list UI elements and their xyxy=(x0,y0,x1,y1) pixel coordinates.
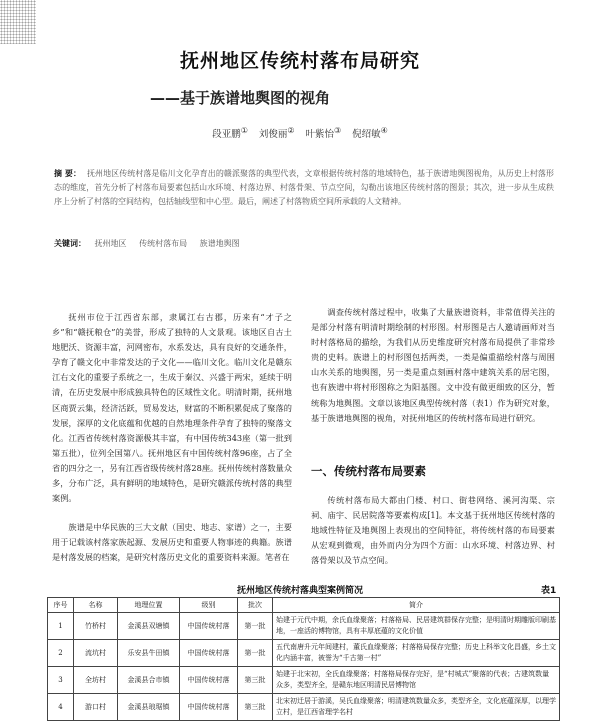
section-heading: 一、传统村落布局要素 xyxy=(311,463,426,478)
table-cell: 中国传统村落 xyxy=(180,694,238,721)
table-cell: 五代南唐升元年间建村，董氏血缘聚落；村落格局保存完整；历史上科举文化昌盛，乡土文化内涵丰富，被誉为“千古第一村” xyxy=(273,640,560,667)
table-cell: 中国传统村落 xyxy=(180,613,238,640)
keywords xyxy=(54,238,554,249)
keyword: 传统村落布局 xyxy=(139,239,188,248)
table-row xyxy=(48,640,560,667)
paper-subtitle: ——基于族谱地舆图的视角 xyxy=(150,89,331,107)
table-row xyxy=(48,694,560,721)
keyword: 抚州地区 xyxy=(94,239,127,248)
author-list: 段亚鹏① 刘俊丽② 叶紫怡③ 倪绍敏④ xyxy=(212,126,388,141)
abstract-label: 摘 要： xyxy=(54,169,81,178)
table-cell: 1 xyxy=(48,613,74,640)
header-cell: 简介 xyxy=(273,598,560,613)
table-cell: 第一批 xyxy=(238,613,273,640)
abstract-text: 抚州地区传统村落是临川文化孕育出的赣派聚落的典型代表，文章根据传统村落的地域特色，基于族谱地舆图视角，从历史上村落形态的维度，首先分析了村落布局要素包括山水环境、村落边界、村落骨架、节点空间，勾勒出该地区传统村落的图景；其次，进一步从生成秩序上分析了村落的空间结构，包括轴线型和中心型。最后，阐述了村落物质空间所承载的人文精神。 xyxy=(54,169,554,207)
table-cell: 乐安县牛田镇 xyxy=(118,640,180,667)
table-cell: 中国传统村落 xyxy=(180,640,238,667)
table-row xyxy=(48,667,560,694)
body-column-left xyxy=(52,310,292,566)
table-cell: 全坊村 xyxy=(74,667,118,694)
header-cell: 名称 xyxy=(74,598,118,613)
abstract xyxy=(54,167,554,210)
table-header-row xyxy=(48,598,560,613)
body-column-right xyxy=(311,305,555,568)
table-cell: 第三批 xyxy=(238,667,273,694)
table-cell: 第三批 xyxy=(238,694,273,721)
village-case-table xyxy=(47,597,560,721)
paper-title: 抚州地区传统村落布局研究 xyxy=(179,50,420,72)
body-paragraph: 调查传统村落过程中，收集了大量族谱资料，非常值得关注的是部分村落有明清时期绘制的村形图。村形图是古人邀请画师对当时村落格局的描绘，为我们从历史维度研究村落布局提供了非常珍贵的史料。族谱上的村形图包括两类，一类是偏重描绘村落与周围山水关系的地舆图，另一类是重点刻画村落中建筑关系的居宅图，也有族谱中将村形图称之为阳基图。文中没有做更细致的区分，暂统称为地舆图。文章以该地区典型传统村落（表1）作为研究对象，基于族谱地舆图的视角，对抚州地区的传统村落布局进行研究。 xyxy=(311,307,555,423)
body-paragraph: 族谱是中华民族的三大文献（国史、地志、家谱）之一，主要用于记载该村落家族起源、发展历史和重要人物事迹的典籍。族谱是村落发展的档案，是研究村落历史文化的重要资料来源。笔者在 xyxy=(52,522,292,563)
table-cell: 流坑村 xyxy=(74,640,118,667)
keyword: 族谱地舆图 xyxy=(199,239,240,248)
table-cell: 第一批 xyxy=(238,640,273,667)
table-label: 表1 xyxy=(541,586,557,596)
header-cell: 地理位置 xyxy=(118,598,180,613)
table-cell: 金溪县合市镇 xyxy=(118,667,180,694)
author-name: 刘俊丽 xyxy=(258,129,288,141)
table-cell: 金溪县琅琚镇 xyxy=(118,694,180,721)
table-cell: 金溪县双塘镇 xyxy=(118,613,180,640)
header-cell: 级别 xyxy=(180,598,238,613)
table-cell: 2 xyxy=(48,640,74,667)
body-paragraph: 抚州市位于江西省东部，隶属江右古郡，历来有“才子之乡”和“赣抚粮仓”的美誉，形成了独特的人文景观。该地区自古土地肥沃、资源丰富，河网密布，水系发达，具有良好的交通条件，孕育了赣文化中非常发达的子文化——临川文化。临川文化是赣东江右文化的重要子系统之一，生成于秦汉、兴盛于两宋，延续于明清，在历史发展中形成独具特色的区域性文化。明清时期，抚州地区商贾云集，经济活跃，贸易发达，财富的不断积累促成了聚落的发展，深厚的文化底蕴和优越的自然地理条件孕育了独特的聚落文化。江西省传统村落资源极其丰富，有中国传统343座（第一批到第五批），位列全国第八。抚州地区有中国传统村落96座，占了全省的四分之一，另有江西省级传统村落28座。抚州传统村落数量众多，分布广泛，具有鲜明的地域特色，是研究赣派传统村落的典型案例。 xyxy=(52,312,292,504)
author-name: 段亚鹏 xyxy=(212,129,241,141)
header-cell: 批次 xyxy=(238,598,273,613)
table-cell: 始建于北宋初，全氏血缘聚落；村落格局保存完好，是“村城式”聚落的代表；古建筑数量众多，类型齐全，是赣东地区明清民居博物馆 xyxy=(273,667,560,694)
table-cell: 中国传统村落 xyxy=(180,667,238,694)
body-paragraph: 传统村落布局大都由门楼、村口、街巷网络、溪河沟渠、宗祠、庙宇、民居院落等要素构成[1]。本文基于抚州地区传统村落的地域性特征及地舆图上表现出的空间特征，将传统村落的布局要素从宏观到微观，由外而内分为四个方面：山水环境、村落边界、村落骨架以及节点空间。 xyxy=(311,494,555,566)
author-name: 倪绍敏 xyxy=(352,129,381,141)
header-cell: 序号 xyxy=(48,598,74,613)
table-cell: 3 xyxy=(48,667,74,694)
table-title: 抚州地区传统村落典型案例简况 xyxy=(236,586,363,596)
table-row xyxy=(48,613,560,640)
keywords-label: 关键词： xyxy=(54,239,86,248)
scan-noise-decoration xyxy=(0,0,36,44)
table-cell: 北宋初迁居于游溪，吴氏血缘聚落；明清建筑数量众多，类型齐全，文化底蕴深厚，以理学立村，是江西省理学名村 xyxy=(273,694,560,721)
table-cell: 竹桥村 xyxy=(74,613,118,640)
table-cell: 4 xyxy=(48,694,74,721)
author-name: 叶紫怡 xyxy=(305,129,335,141)
table-cell: 始建于元代中期，余氏血缘聚落；村落格局、民居建筑群保存完整；是明清时期雕版印刷基地，一座活的博物馆，具有丰厚底蕴的文化价值 xyxy=(273,613,560,640)
table-cell: 游口村 xyxy=(74,694,118,721)
